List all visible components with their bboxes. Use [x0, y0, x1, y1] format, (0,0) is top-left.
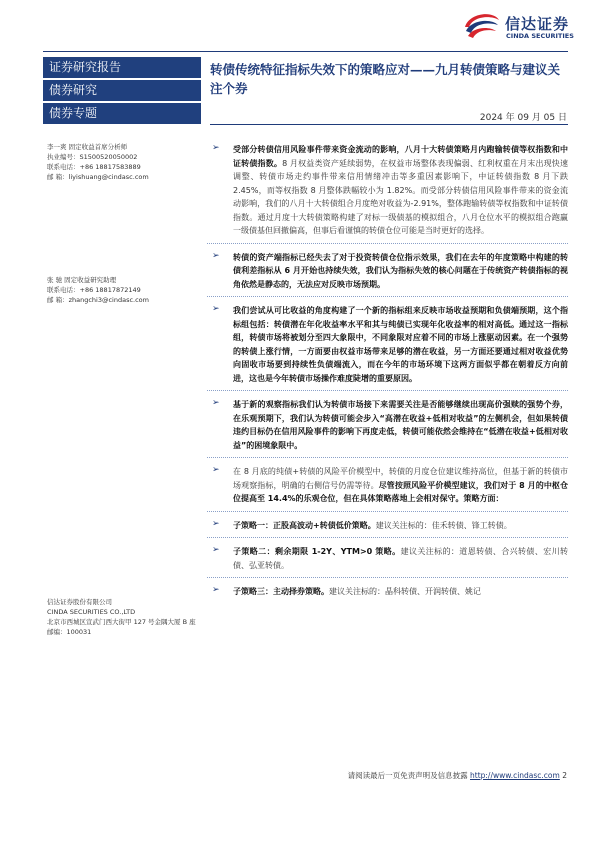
- bullet-body: 建议关注标的：晶科转债、开润转债、姚记: [329, 587, 481, 596]
- analyst-1-name: 李一爽 固定收益首席分析师: [47, 143, 128, 151]
- bullet-lead: 基于新的观察指标我们认为转债市场接下来需要关注是否能够继续出现高价强赎的强势个券，在乐观预期下，我们认为转债可能会步入“高潜在收益+低相对收益”的左侧机会，但如果转债违约目标仍在信用风险事件的影响下再度走低，转债可能依然会维持在“低潜在收益+低相对收益”的困境象限中。: [233, 400, 568, 450]
- analyst-2: [47, 275, 197, 305]
- category-securities-research: 证券研究报告: [43, 57, 201, 78]
- cinda-logo-mark-icon: [463, 10, 501, 44]
- summary-bullet: [207, 462, 568, 512]
- category-bond-topic: 债券专题: [43, 103, 201, 124]
- company-name-cn: 信达证券股份有限公司: [47, 598, 112, 606]
- cinda-logo: [463, 10, 588, 44]
- company-address: 北京市西城区宣武门西大街甲 127 号金隅大厦 B 座: [47, 618, 196, 626]
- bullet-lead: 转债的资产端指标已经失去了对于投资转债仓位指示效果，我们在去年的年度策略中构建的转债利差指标从 6 月开始也持续失效，我们认为指标失效的核心问题在于传统资产转债指标的视角依然是静态的，无法应对反映市场预期。: [233, 252, 568, 289]
- page-number: 2: [562, 771, 567, 780]
- analyst-info: [47, 142, 197, 313]
- summary-bullet: [207, 582, 568, 604]
- bullet-body: 建议关注标的：道恩转债、合兴转债、宏川转债、弘亚转债。: [233, 547, 568, 570]
- title-divider: [210, 124, 568, 125]
- analyst-2-phone: 联系电话：+86 18817872149: [47, 286, 141, 294]
- company-name-en: CINDA SECURITIES CO.,LTD: [47, 608, 136, 616]
- analyst-1-phone: 联系电话：+86 18817583889: [47, 163, 141, 171]
- report-title: 转债传统特征指标失效下的策略应对——九月转债策略与建议关注个券: [210, 62, 561, 96]
- report-category-sidebar: [43, 57, 201, 126]
- bullet-body: 建议关注标的：佳禾转债、锋工转债。: [375, 520, 512, 530]
- logo-cn-text: 信达证券: [505, 15, 570, 33]
- analyst-1-license: 执业编号：S1500520050002: [47, 153, 138, 161]
- footer-disclaimer: 请阅读最后一页免责声明及信息披露: [347, 771, 468, 780]
- bullet-lead: 子策略二：剩余期限 1-2Y、YTM>0 策略。: [233, 547, 401, 556]
- bullet-lead: 子策略一：正股高波动+转债低价策略。: [233, 520, 376, 530]
- category-bond-research: 债券研究: [43, 80, 201, 101]
- bullet-lead: 受部分转债信用风险事件带来资金流动的影响，八月十大转债策略月内跑输转债等权指数和中证转债指数。: [233, 145, 568, 168]
- report-date: 2024 年 09 月 05 日: [479, 113, 567, 123]
- summary-bullet: [207, 395, 568, 458]
- bullet-lead: 子策略三：主动择券策略。: [233, 587, 329, 596]
- analyst-1-email[interactable]: 邮 箱：liyishuang@cindasc.com: [47, 173, 149, 181]
- page-footer: [348, 770, 567, 781]
- logo-en-text: CINDA SECURITIES: [506, 32, 574, 40]
- header-divider: [43, 51, 568, 52]
- summary-bullet: [207, 140, 568, 244]
- summary-bullet: [207, 516, 568, 539]
- summary-bullet: [207, 542, 568, 578]
- analyst-1: [47, 142, 197, 182]
- company-postcode: 邮编：100031: [47, 628, 92, 636]
- summary-bullet: [207, 248, 568, 298]
- bullet-body: 8 月权益类资产延续弱势，在权益市场整体表现偏弱、红利权重在月末出现快速调整、转债市场走约事件带来信用情绪冲击等多重因素影响下，中证转债指数 8 月下跌 2.45%，而等权指数 8 月整体跌幅较小为 1.82%。而受部分转债信用风险事件带来的资金流动影响，我们的八月十大转债组合月度绝对收益为-2.91%，整体跑输转债等权指数和中证转债指数。通过月度十大转债策略构建了对标一级债基的模拟组合，八月仓位水平的模拟组合跑赢一级债基但回撤偏高，但事后看谨慎的转债仓位可能是当时更好的选择。: [233, 158, 568, 235]
- bullet-highlight: 尽管按照风险平价模型建议，我们对于 8 月的中枢仓位提高至 14.4%的乐观仓位，但在具体策略落地上会相对保守。策略方面：: [233, 480, 569, 503]
- summary-bullet: [207, 301, 568, 391]
- analyst-2-email[interactable]: 邮 箱：zhangchi3@cindasc.com: [47, 296, 149, 304]
- analyst-2-name: 张 驰 固定收益研究助理: [47, 276, 117, 284]
- footer-website-link[interactable]: http://www.cindasc.com: [470, 771, 560, 780]
- summary-bullets: [207, 140, 568, 608]
- company-info: [47, 597, 202, 637]
- bullet-body: 在 8 月底的纯债+转债的风险平价模型中，转债的月度仓位建议维持高位，但基于新的转债市场观察指标，明确的右侧信号仍需等待。: [233, 467, 568, 490]
- bullet-lead: 我们尝试从可比收益的角度构建了一个新的指标组来反映市场收益预期和负债端预期，这个指标组包括：转债潜在年化收益率水平和其与纯债已实现年化收益率的相对高低。通过这一指标组，转债市场将被划分至四大象限中，不同象限对应着不同的市场上涨驱动因素。在一个强势的转债上涨行情，一方面要由权益市场带来足够的潜在收益，另一方面还要通过相对收益优势向固收市场要到持续性负债端流入，而在今年的市场环境下这两方面似乎都在朝着反方向前进，这也是今年转债市场操作难度陡增的重要原因。: [233, 306, 568, 383]
